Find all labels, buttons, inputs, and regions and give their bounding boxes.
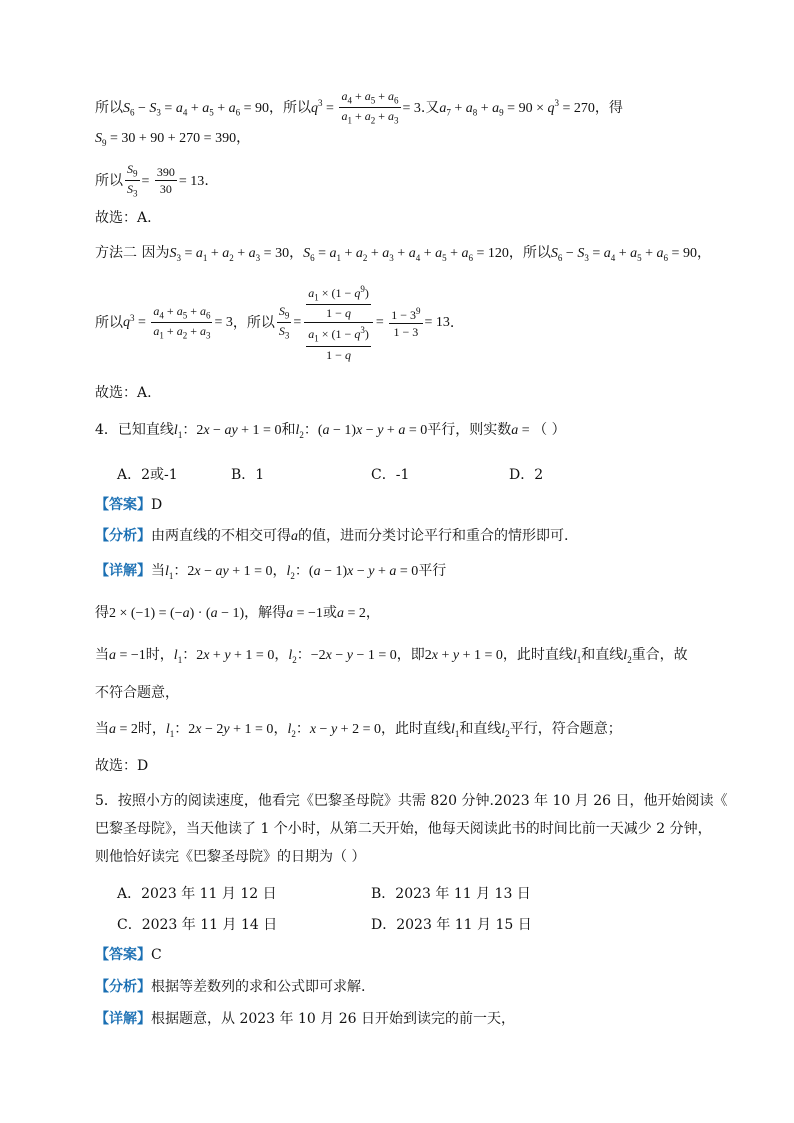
question-5-line-1: 5．按照小方的阅读速度，他看完《巴黎圣母院》共需 820 分钟.2023 年 10 月 26 日，他开始阅读《 bbox=[95, 793, 728, 809]
method-two-line: 方法二 因为$S_3 = a_1 + a_2 + a_3 = 30$，$S_6 = a_1 + a_2 + a_3 + a_4 + a_5 + a_6 = 120$，所以$S_6 - S_3 = a_4 + a_5 + a_6 = 90$， bbox=[95, 245, 711, 263]
question-5-line-3: 则他恰好读完《巴黎圣母院》的日期为（ ） bbox=[95, 849, 366, 865]
fraction: $\frac{S_9}{S_3}$ bbox=[127, 162, 138, 199]
analysis-tag: 【分析】 bbox=[95, 528, 151, 544]
option-a: A．2或-1 bbox=[117, 467, 178, 483]
answer-tag: 【答案】 bbox=[95, 497, 151, 513]
question-4-stem: 4．已知直线$l_1$：2x − ay + 1 = 0和$l_2$：(a − 1)x − y + a = 0平行，则实数a = （ ） bbox=[95, 422, 566, 440]
fraction: $\frac{a_4 + a_5 + a_6}{a_1 + a_2 + a_3}$ bbox=[341, 89, 399, 126]
question-5-line-2: 巴黎圣母院》，当天他读了 1 个小时，从第二天开始，他每天阅读此书的时间比前一天减少 2 分钟， bbox=[95, 821, 712, 837]
option-b: B．1 bbox=[231, 467, 265, 483]
detail-tag: 【详解】 bbox=[95, 563, 151, 579]
fraction: $\frac{a_4 + a_5 + a_6}{a_1 + a_2 + a_3}$ bbox=[153, 304, 211, 341]
option-c: C．2023 年 11 月 14 日 bbox=[117, 917, 278, 933]
solution-line-2: $S_9 = 30 + 90 + 270 = 390$， bbox=[95, 130, 251, 148]
option-d: D．2023 年 11 月 15 日 bbox=[371, 917, 532, 933]
answer-value: C bbox=[151, 947, 162, 963]
analysis-line: 【分析】根据等差数列的求和公式即可求解. bbox=[95, 979, 366, 995]
detail-line-2: 得2 × (−1) = (−a) · (a − 1)，解得a = −1或a = 2， bbox=[95, 605, 380, 621]
solution-line-1: 所以$S_6 - S_3 = a_4 + a_5 + a_6 = 90$，所以$q^3$ = $\frac{a_4 + a_5 + a_6}{a_1 + a_2 + a_3}$ = 3.又$a_7 + a_8 + a_9 = 90 \times q^3 = 270$，得 bbox=[95, 89, 623, 126]
detail-line-4: 不符合题意， bbox=[95, 685, 179, 701]
fraction: $\frac{390}{30}$ bbox=[156, 165, 175, 197]
fraction: $\frac{1 - 3^9}{1 - 3}$ bbox=[391, 306, 421, 340]
compound-fraction: $\frac{\frac{a_1 \times (1 - q^9)}{1 - q}}{\frac{a_1 \times (1 - q^3)}{1 - q}}$ bbox=[304, 285, 373, 361]
detail-line: 【详解】根据题意，从 2023 年 10 月 26 日开始到读完的前一天， bbox=[95, 1011, 515, 1027]
conclusion-line: 故选：D bbox=[95, 758, 149, 774]
option-b: B．2023 年 11 月 13 日 bbox=[371, 886, 531, 902]
detail-tag: 【详解】 bbox=[95, 1011, 151, 1027]
answer-tag: 【答案】 bbox=[95, 947, 151, 963]
fraction: $\frac{S_9}{S_3}$ bbox=[278, 304, 290, 341]
analysis-tag: 【分析】 bbox=[95, 979, 151, 995]
detail-line-3: 当a = −1时，$l_1$：2x + y + 1 = 0，$l_2$：−2x − y − 1 = 0，即2x + y + 1 = 0，此时直线$l_1$和直线$l_2$重合，故 bbox=[95, 647, 688, 665]
detail-line-5: 当a = 2时，$l_1$：2x − 2y + 1 = 0，$l_2$：x − y + 2 = 0，此时直线$l_1$和直线$l_2$平行，符合题意； bbox=[95, 721, 622, 739]
option-c: C．-1 bbox=[371, 467, 410, 483]
answer-line bbox=[95, 498, 162, 512]
answer-value: D bbox=[151, 497, 163, 513]
solution-line-6: 所以$q^3$ = $\frac{a_4 + a_5 + a_6}{a_1 + a_2 + a_3}$ = 3，所以 $\frac{S_9}{S_3}$ = $\frac{\frac{a_1 \times (1 - q^9)}{1 - q}}{\frac{a_1 \times (1 - q^3)}{1 - q}}$ = $\frac{1 - 3^9}{1 - 3}$ = 13. bbox=[95, 284, 455, 362]
choice-line: 故选：A. bbox=[95, 210, 152, 226]
option-a: A．2023 年 11 月 12 日 bbox=[117, 886, 277, 902]
option-d: D．2 bbox=[509, 467, 544, 483]
analysis-line: 【分析】由两直线的不相交可得a的值，进而分类讨论平行和重合的情形即可. bbox=[95, 528, 569, 544]
detail-line-1: 【详解】当$l_1$：2x − ay + 1 = 0，$l_2$：(a − 1)x − y + a = 0平行 bbox=[95, 563, 447, 581]
solution-line-3: 所以 $\frac{S_9}{S_3}$ = $\frac{390}{30}$ = 13. bbox=[95, 162, 209, 199]
choice-line: 故选：A. bbox=[95, 385, 152, 401]
answer-line bbox=[95, 948, 162, 962]
